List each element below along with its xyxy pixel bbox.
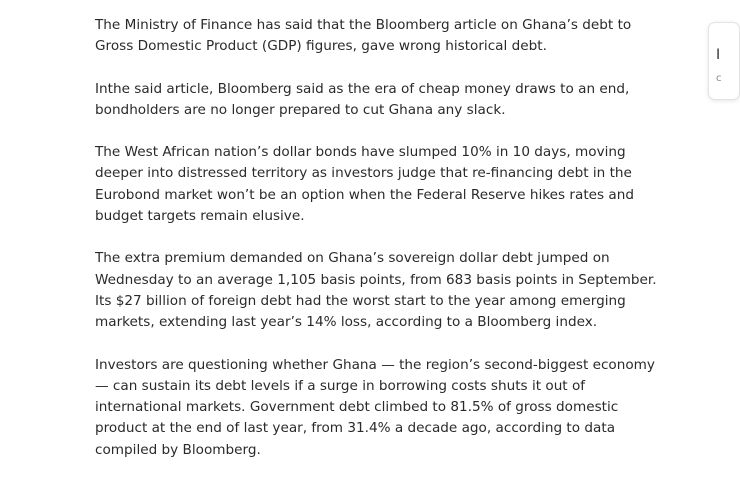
side-panel-text-1: I (716, 47, 721, 63)
article-body (95, 15, 670, 482)
article-paragraph-2: Inthe said article, Bloomberg said as the era of cheap money draws to an end, bondholders are no longer prepared to cut Ghana any slack. (95, 80, 630, 118)
side-panel-card[interactable] (708, 22, 740, 100)
article-paragraph-1: The Ministry of Finance has said that the Bloomberg article on Ghana’s debt to Gross Domestic Product (GDP) figures, gave wrong historical debt. (95, 17, 632, 55)
side-panel-text-2: c (716, 73, 722, 84)
article-paragraph-4: The extra premium demanded on Ghana’s sovereign dollar debt jumped on Wednesday to an average 1,105 basis points, from 683 basis points in September. Its $27 billion of foreign debt had the worst start to the year among emerging markets, extending last year’s 14% loss, according to a Bloomberg index. (95, 250, 657, 331)
article-paragraph-5: Investors are questioning whether Ghana — the region’s second-biggest economy — can sustain its debt levels if a surge in borrowing costs shuts it out of international markets. Government debt climbed to 81.5% of gross domestic product at the end of last year, from 31.4% a decade ago, according to data compiled by Bloomberg. (95, 356, 655, 458)
article-paragraph-3: The West African nation’s dollar bonds have slumped 10% in 10 days, moving deeper into distressed territory as investors judge that re-financing debt in the Eurobond market won’t be an option when the Federal Reserve hikes rates and budget targets remain elusive. (95, 144, 635, 225)
